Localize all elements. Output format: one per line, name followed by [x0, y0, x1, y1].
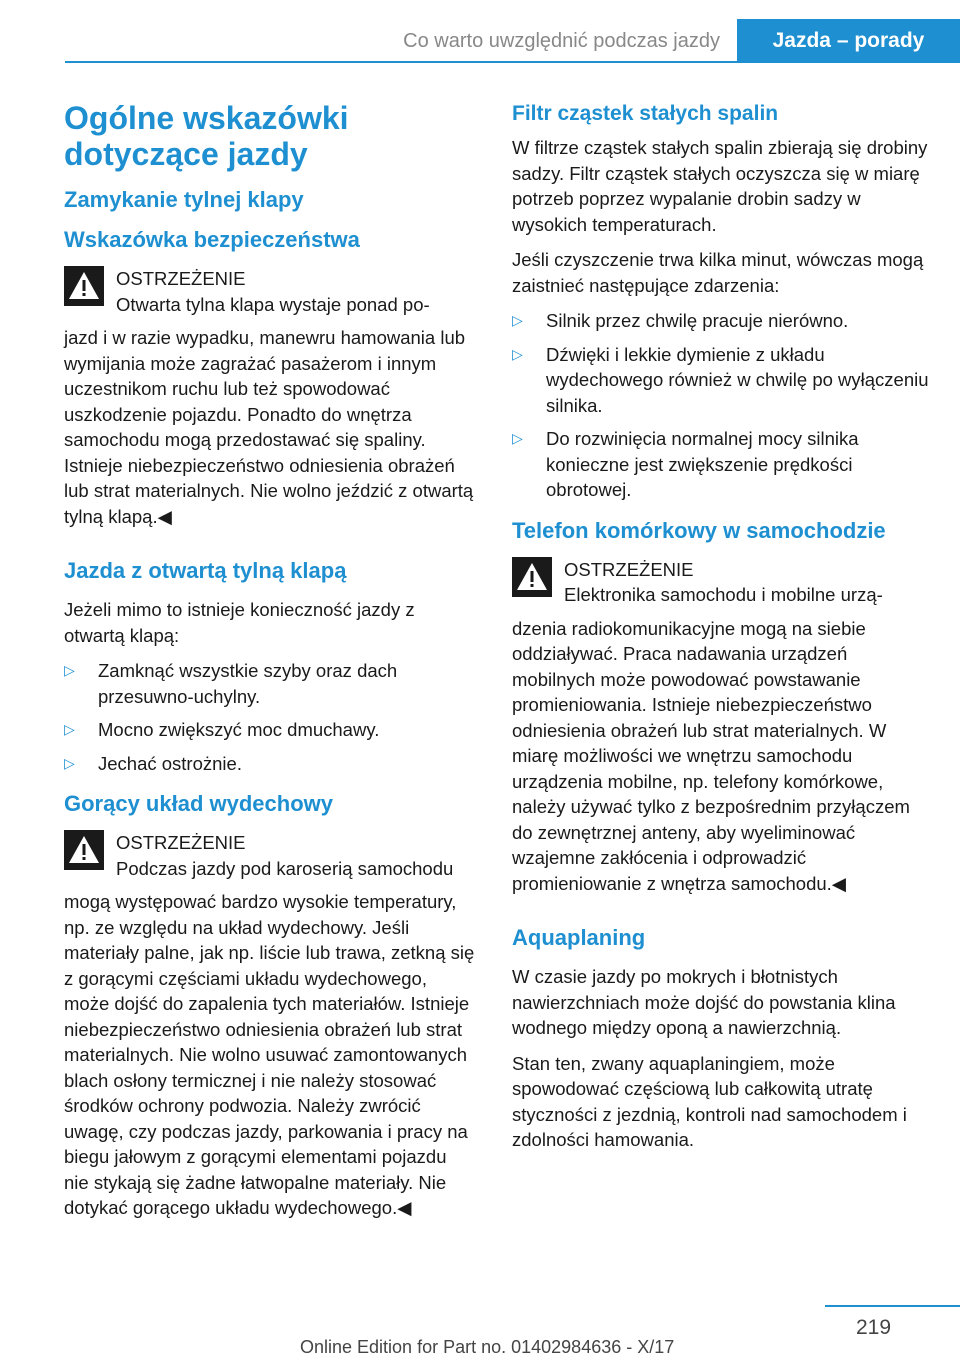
heading-open-tailgate: Jazda z otwartą tylną klapą — [64, 558, 347, 583]
warning-icon — [64, 266, 104, 306]
bullet-list — [512, 308, 930, 503]
heading-tailgate: Zamykanie tylnej klapy — [64, 187, 304, 212]
list-item: ▷ Silnik przez chwilę pracuje nierówno. — [512, 308, 930, 334]
footer-rule — [825, 1305, 960, 1307]
page-title: Ogólne wskazówki dotyczące jazdy — [64, 100, 349, 172]
warning-text-first: Elektronika samochodu i mobilne urzą- — [564, 584, 883, 605]
warning-text: mogą występować bardzo wysokie temperatury, np. ze względu na układ wydechowy. Jeśli materiały palne, jak np. liście lub trawa, zetkną się z gorącymi częściami układu wydechowego, może dojść do zapalenia tych materiałów. Istnieje niebezpieczeństwo odniesienia obrażeń lub strat materialnych. Nie wolno usuwać zamontowanych blach osłony termicznej i nie należy stosować środków ochrony podwozia. Należy zwrócić uwagę, czy podczas jazdy, parkowania i pracy na biegu jałowym z gorącymi elementami pojazdu nie stykają się żadne łatwopalne materiały. Nie dotykać gorącego układu wydechowego.◀ — [64, 891, 475, 1218]
warning-label: OSTRZEŻENIE — [564, 558, 694, 580]
right-column — [512, 100, 930, 1163]
list-item: ▷ Mocno zwiększyć moc dmuchawy. — [64, 717, 476, 743]
triangle-bullet-icon: ▷ — [512, 430, 523, 446]
heading-hot-exhaust: Gorący układ wydechowy — [64, 791, 333, 816]
warning-text-first: Podczas jazdy pod karoserią samochodu — [116, 857, 454, 879]
warning-label: OSTRZEŻENIE — [116, 832, 246, 853]
warning-icon — [64, 830, 104, 870]
list-item: ▷ Jechać ostrożnie. — [64, 751, 476, 777]
triangle-bullet-icon: ▷ — [64, 662, 75, 678]
warning-text: jazd i w razie wypadku, manewru hamowania lub wymijania może zagrażać pasażerom i innym uczestnikom ruchu lub też spowodować uszkodzenie pojazdu. Ponadto do wnętrza samochodu mogą przedostawać się spaliny. Istnieje niebezpieczeństwo odniesienia obrażeń lub strat materialnych. Nie wolno jeździć z otwartą tylną klapą.◀ — [64, 327, 474, 527]
header-section-title: Co warto uwzględnić podczas jazdy — [403, 30, 720, 52]
list-item: ▷ Zamknąć wszystkie szyby oraz dach przesuwno-uchylny. — [64, 660, 398, 707]
heading-aquaplaning: Aquaplaning — [512, 925, 646, 950]
header-rule — [65, 61, 960, 63]
bullet-list — [64, 658, 476, 776]
paragraph: W filtrze cząstek stałych spalin zbierają się drobiny sadzy. Filtr cząstek stałych oczyszcza się w miarę potrzeb poprzez wypalanie drobin sadzy w wysokich temperaturach. — [512, 137, 928, 235]
edition-note: Online Edition for Part no. 01402984636 - X/17 — [300, 1337, 675, 1357]
heading-safety-note: Wskazówka bezpieczeństwa — [64, 227, 360, 252]
warning-mobile — [512, 557, 930, 608]
warning-tailgate — [64, 266, 476, 317]
list-item: ▷ Dźwięki i lekkie dymienie z układu wydechowego również w chwilę po wyłączeniu silnika. — [512, 343, 929, 416]
heading-mobile-phone: Telefon komórkowy w samochodzie — [512, 517, 886, 543]
warning-text: dzenia radiokomunikacyjne mogą na siebie oddziaływać. Praca nadawania urządzeń mobilnych może powodować powstawanie promieniowania. Istnieje niebezpieczeństwo odniesienia obrażeń lub strat materialnych. W miarę możliwości we wnętrzu samochodu urządzenia mobilne, np. telefony komórkowe, należy używać tylko z bezpośrednim przyłączem do zewnętrznej anteny, aby wyeliminować wzajemne zakłócenia i odprowadzić promieniowanie z wnętrza samochodu.◀ — [512, 617, 910, 894]
header-chapter-tab: Jazda – porady — [737, 19, 960, 63]
triangle-bullet-icon: ▷ — [512, 345, 523, 362]
heading-particle-filter: Filtr cząstek stałych spalin — [512, 102, 779, 125]
page-header — [0, 0, 960, 64]
paragraph: W czasie jazdy po mokrych i błotnistych nawierzchniach może dojść do powstania klina wodnego między oponą a nawierzchnią. — [512, 966, 896, 1038]
page-number: 219 — [856, 1316, 892, 1339]
left-column — [64, 100, 476, 1231]
warning-icon — [512, 557, 552, 597]
triangle-bullet-icon: ▷ — [64, 721, 75, 737]
warning-label: OSTRZEŻENIE — [116, 268, 246, 289]
paragraph: Jeśli czyszczenie trwa kilka minut, wówczas mogą zaistnieć następujące zdarzenia: — [512, 249, 924, 296]
triangle-bullet-icon: ▷ — [64, 754, 75, 771]
warning-text-first: Otwarta tylna klapa wystaje ponad po- — [116, 293, 430, 315]
warning-exhaust — [64, 830, 476, 881]
list-item: ▷ Do rozwinięcia normalnej mocy silnika konieczne jest zwiększenie prędkości obrotowej. — [512, 428, 859, 500]
paragraph: Stan ten, zwany aquaplaningiem, może spowodować częściową lub całkowitą utratę styczności z jezdnią, kontroli nad samochodem i zdolności hamowania. — [512, 1052, 907, 1150]
triangle-bullet-icon: ▷ — [512, 312, 523, 328]
paragraph: Jeżeli mimo to istnieje konieczność jazdy z otwartą klapą: — [64, 599, 415, 646]
